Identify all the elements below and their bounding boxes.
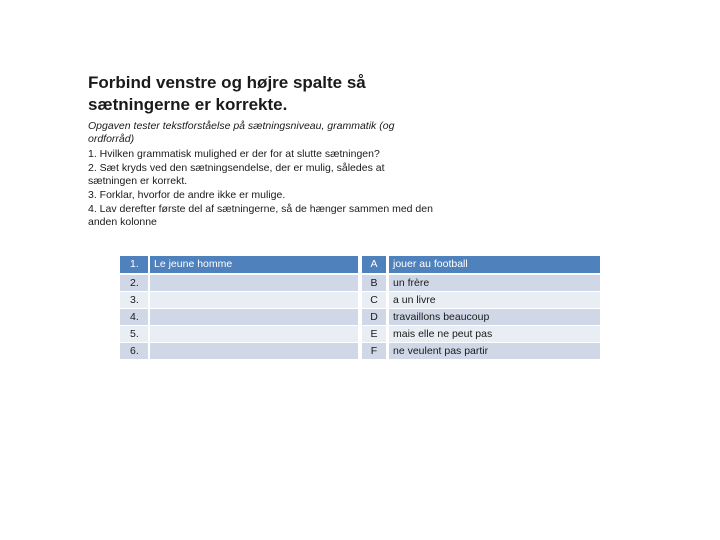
instruction-4: 4. Lav derefter første del af sætningerne, så de hænger sammen med den anden kolonne (88, 203, 433, 228)
row-letter: B (362, 275, 386, 291)
left-column-cell (150, 309, 358, 325)
instruction-2: 2. Sæt kryds ved den sætningsendelse, der er mulig, således at sætningen er korrekt. (88, 162, 385, 187)
instruction-1: 1. Hvilken grammatisk mulighed er der for at slutte sætningen? (88, 148, 380, 160)
right-column-cell: a un livre (389, 292, 600, 308)
row-letter: A (362, 256, 386, 273)
left-column-cell (150, 343, 358, 359)
row-letter: D (362, 309, 386, 325)
row-letter: E (362, 326, 386, 342)
right-column-cell: travaillons beaucoup (389, 309, 600, 325)
row-number: 5. (120, 326, 148, 342)
row-number: 2. (120, 275, 148, 291)
row-letter: C (362, 292, 386, 308)
left-column-cell (150, 326, 358, 342)
row-number: 3. (120, 292, 148, 308)
row-number: 1. (120, 256, 148, 273)
row-number: 6. (120, 343, 148, 359)
left-column-cell: Le jeune homme (150, 256, 358, 273)
page-title: Forbind venstre og højre spalte så sætningerne er korrekte. (88, 73, 366, 114)
right-column-cell: ne veulent pas partir (389, 343, 600, 359)
subtitle: Opgaven tester tekstforståelse på sætningsniveau, grammatik (og ordforråd) (88, 120, 395, 145)
row-number: 4. (120, 309, 148, 325)
left-column-cell (150, 292, 358, 308)
instruction-3: 3. Forklar, hvorfor de andre ikke er mulige. (88, 189, 286, 201)
right-column-cell: jouer au football (389, 256, 600, 273)
row-letter: F (362, 343, 386, 359)
right-column-cell: un frère (389, 275, 600, 291)
right-column-cell: mais elle ne peut pas (389, 326, 600, 342)
left-column-cell (150, 275, 358, 291)
instructions-list (88, 148, 433, 230)
